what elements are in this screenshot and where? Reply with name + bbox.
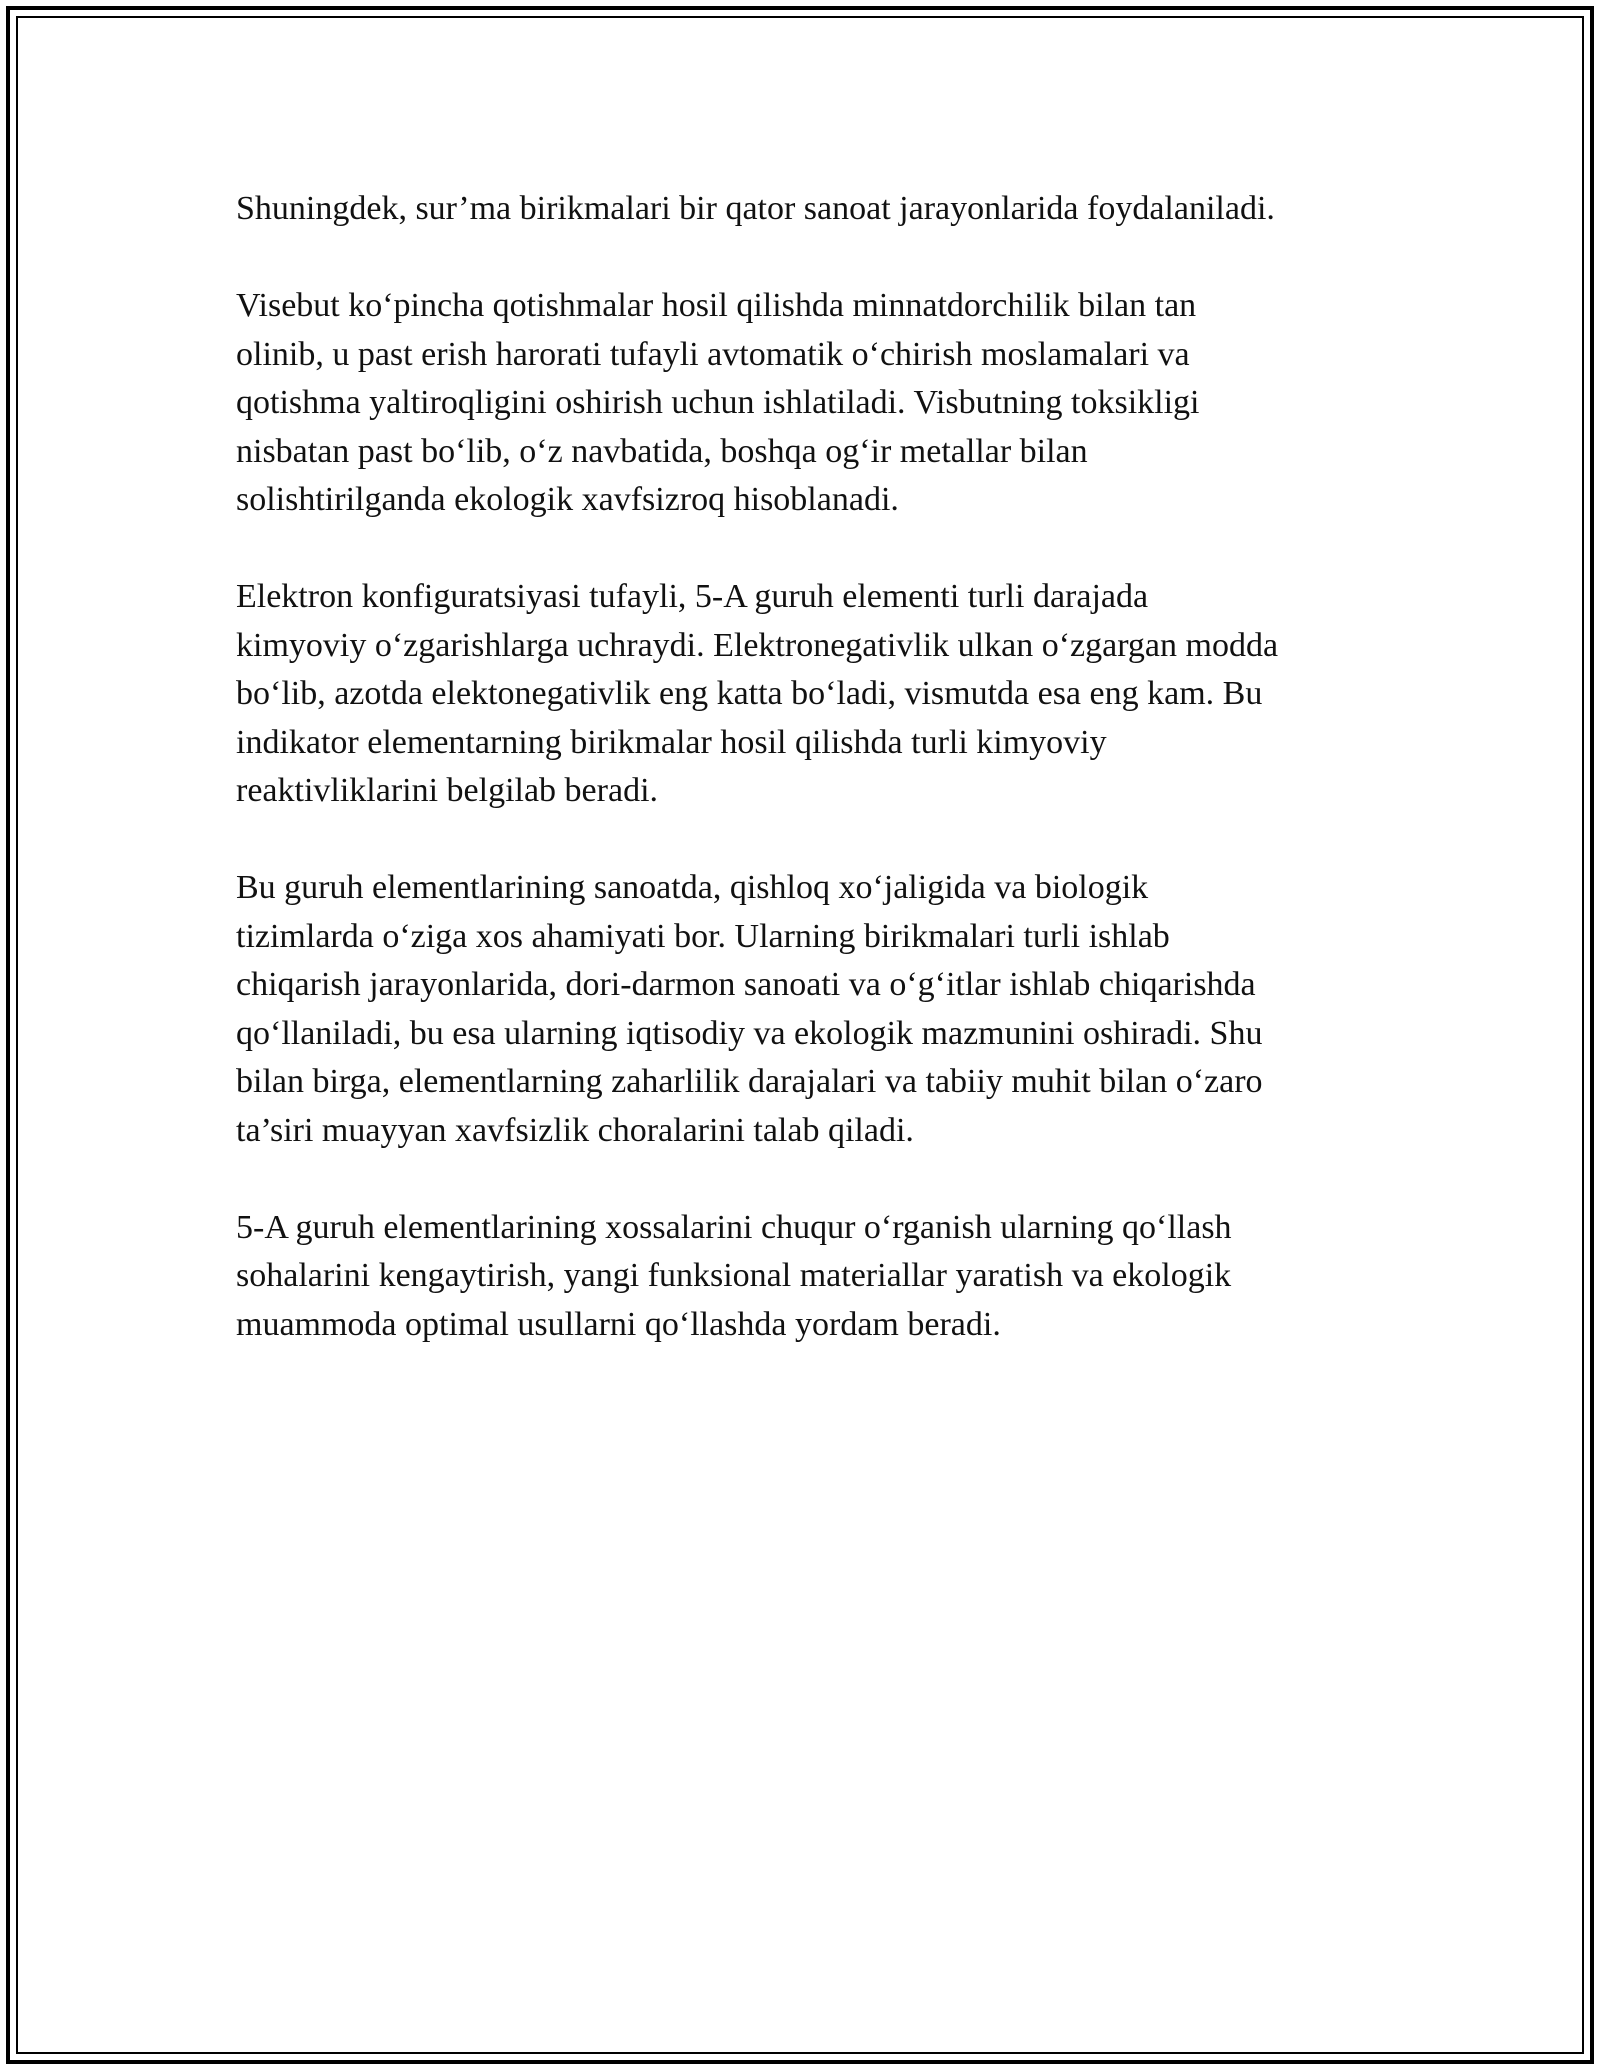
paragraph-2: Visebut ko‘pincha qotishmalar hosil qilishda minnatdorchilik bilan tan olinib, u past erish harorati tufayli avtomatik o‘chirish moslamalari va qotishma yaltiroqligini oshirish uchun ishlatiladi. Visbutning toksikligi nisbatan past bo‘lib, o‘z navbatida, boshqa og‘ir metallar bilan solishtirilganda ekologik xavfsizroq hisoblanadi.	[236, 287, 1200, 518]
paragraph-5: 5-A guruh elementlarining xossalarini chuqur o‘rganish ularning qo‘llash sohalarini kengaytirish, yangi funksional materiallar yaratish va ekologik muammoda optimal usullarni qo‘llashda yordam beradi.	[236, 1208, 1232, 1343]
paragraph-4: Bu guruh elementlarining sanoatda, qishloq xo‘jaligida va biologik tizimlarda o‘ziga xos ahamiyati bor. Ularning birikmalari turli ishlab chiqarish jarayonlarida, dori-darmon sanoati va o‘g‘itlar ishlab chiqarishda qo‘llaniladi, bu esa ularning iqtisodiy va ekologik mazmunini oshiradi. Shu bilan birga, elementlarning zaharlilik darajalari va tabiiy muhit bilan o‘zaro ta’siri muayyan xavfsizlik choralarini talab qiladi.	[236, 869, 1263, 1149]
paragraph-3: Elektron konfiguratsiyasi tufayli, 5-A guruh elementi turli darajada kimyoviy o‘zgarishlarga uchraydi. Elektronegativlik ulkan o‘zgargan modda bo‘lib, azotda elektonegativlik eng katta bo‘ladi, vismutda esa eng kam. Bu indikator elementarning birikmalar hosil qilishda turli kimyoviy reaktivliklarini belgilab beradi.	[236, 578, 1279, 809]
document-body	[236, 185, 1366, 1398]
paragraph-1: Shuningdek, sur’ma birikmalari bir qator sanoat jarayonlarida foydalaniladi.	[236, 190, 1275, 227]
